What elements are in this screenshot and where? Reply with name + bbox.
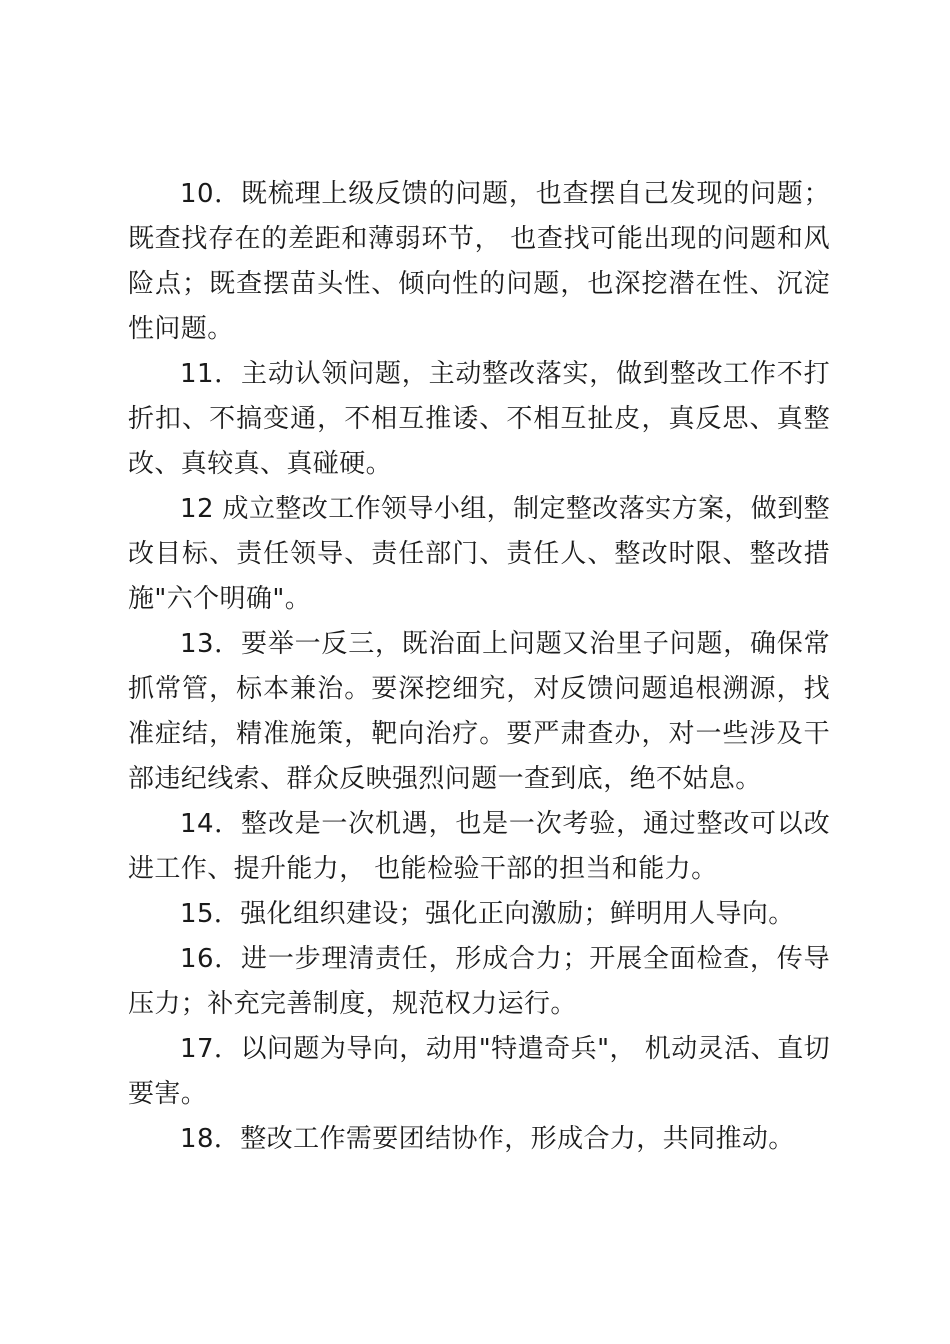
paragraph-13: 13．要举一反三，既治面上问题又治里子问题，确保常抓常管，标本兼治。要深挖细究，对反馈问题追根溯源，找准症结，精准施策，靶向治疗。要严肃查办，对一些涉及干部违纪线索、群众反映强烈问题一查到底，绝不姑息。: [128, 629, 830, 794]
paragraph-12: 12 成立整改工作领导小组，制定整改落实方案，做到整改目标、责任领导、责任部门、责任人、整改时限、整改措施"六个明确"。: [128, 494, 830, 614]
paragraph-18: 18．整改工作需要团结协作，形成合力，共同推动。: [180, 1124, 795, 1154]
paragraph-17: 17．以问题为导向，动用"特遣奇兵"， 机动灵活、直切要害。: [128, 1034, 830, 1109]
paragraph-14: 14．整改是一次机遇，也是一次考验，通过整改可以改进工作、提升能力， 也能检验干部的担当和能力。: [128, 809, 830, 884]
paragraph-10: 10．既梳理上级反馈的问题，也查摆自己发现的问题；既查找存在的差距和薄弱环节， 也查找可能出现的问题和风险点；既查摆苗头性、倾向性的问题，也深挖潜在性、沉淀性问题。: [128, 179, 830, 344]
document-body: [128, 172, 830, 1162]
paragraph-11: 11．主动认领问题，主动整改落实，做到整改工作不打折扣、不搞变通，不相互推诿、不相互扯皮，真反思、真整改、真较真、真碰硬。: [128, 359, 830, 479]
paragraph-15: 15．强化组织建设；强化正向激励；鲜明用人导向。: [180, 899, 795, 929]
paragraph-16: 16．进一步理清责任，形成合力；开展全面检查，传导压力；补充完善制度，规范权力运行。: [128, 944, 830, 1019]
